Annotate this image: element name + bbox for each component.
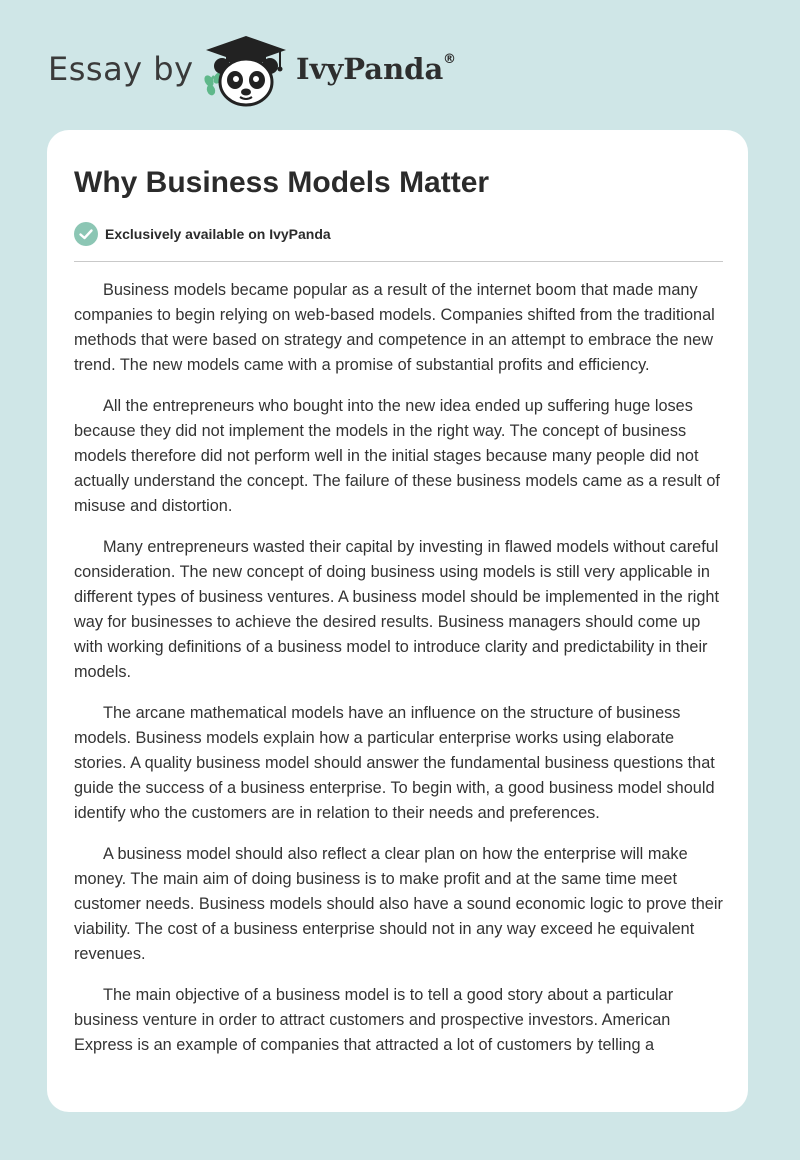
essay-card [47, 130, 748, 1112]
exclusive-badge-text: Exclusively available on IvyPanda [105, 226, 331, 242]
paragraph: The main objective of a business model is to tell a good story about a particular business venture in order to attract customers and prospective investors. American Express is an example of companies that attracted a lot of customers by telling a [74, 986, 674, 1054]
brand-name[interactable]: IvyPanda [296, 52, 444, 86]
paragraph: A business model should also reflect a clear plan on how the enterprise will make money. The main aim of doing business is to make profit and at the same time meet customer needs. Business models should also have a sound economic logic to prove their viability. The cost of a business enterprise should not in any way exceed he equivalent revenues. [74, 845, 723, 963]
paragraph: All the entrepreneurs who bought into the new idea ended up suffering huge loses because they did not implement the models in the right way. The concept of business models therefore did not perform well in the initial stages because many people did not actually understand the concept. The failure of these business models came as a result of misuse and distortion. [74, 397, 720, 515]
site-header [0, 0, 800, 130]
panda-graduate-icon[interactable] [200, 34, 292, 108]
check-circle-icon [74, 222, 98, 246]
paragraph: Business models became popular as a result of the internet boom that made many companies to begin relying on web-based models. Companies shifted from the traditional methods that were based on strategy and competence in an attempt to embrace the new trend. The new models came with a promise of substantial profits and efficiency. [74, 281, 715, 374]
exclusive-badge [74, 222, 331, 246]
registered-mark: ® [443, 52, 456, 67]
brand-prefix: Essay by [48, 50, 194, 88]
paragraph: The arcane mathematical models have an influence on the structure of business models. Business models explain how a particular enterprise works using elaborate stories. A quality business model should answer the fundamental business questions that guide the success of a business enterprise. To begin with, a good business model should identify who the customers are in relation to their needs and preferences. [74, 704, 715, 822]
paragraph: Many entrepreneurs wasted their capital by investing in flawed models without careful consideration. The new concept of doing business using models is still very applicable in different types of business ventures. A business model should be implemented in the right way for businesses to achieve the desired results. Business managers should come up with working definitions of a business model to introduce clarity and predictability in their models. [74, 538, 720, 681]
essay-title: Why Business Models Matter [74, 166, 490, 199]
essay-body [74, 278, 726, 1074]
title-divider [74, 261, 723, 262]
